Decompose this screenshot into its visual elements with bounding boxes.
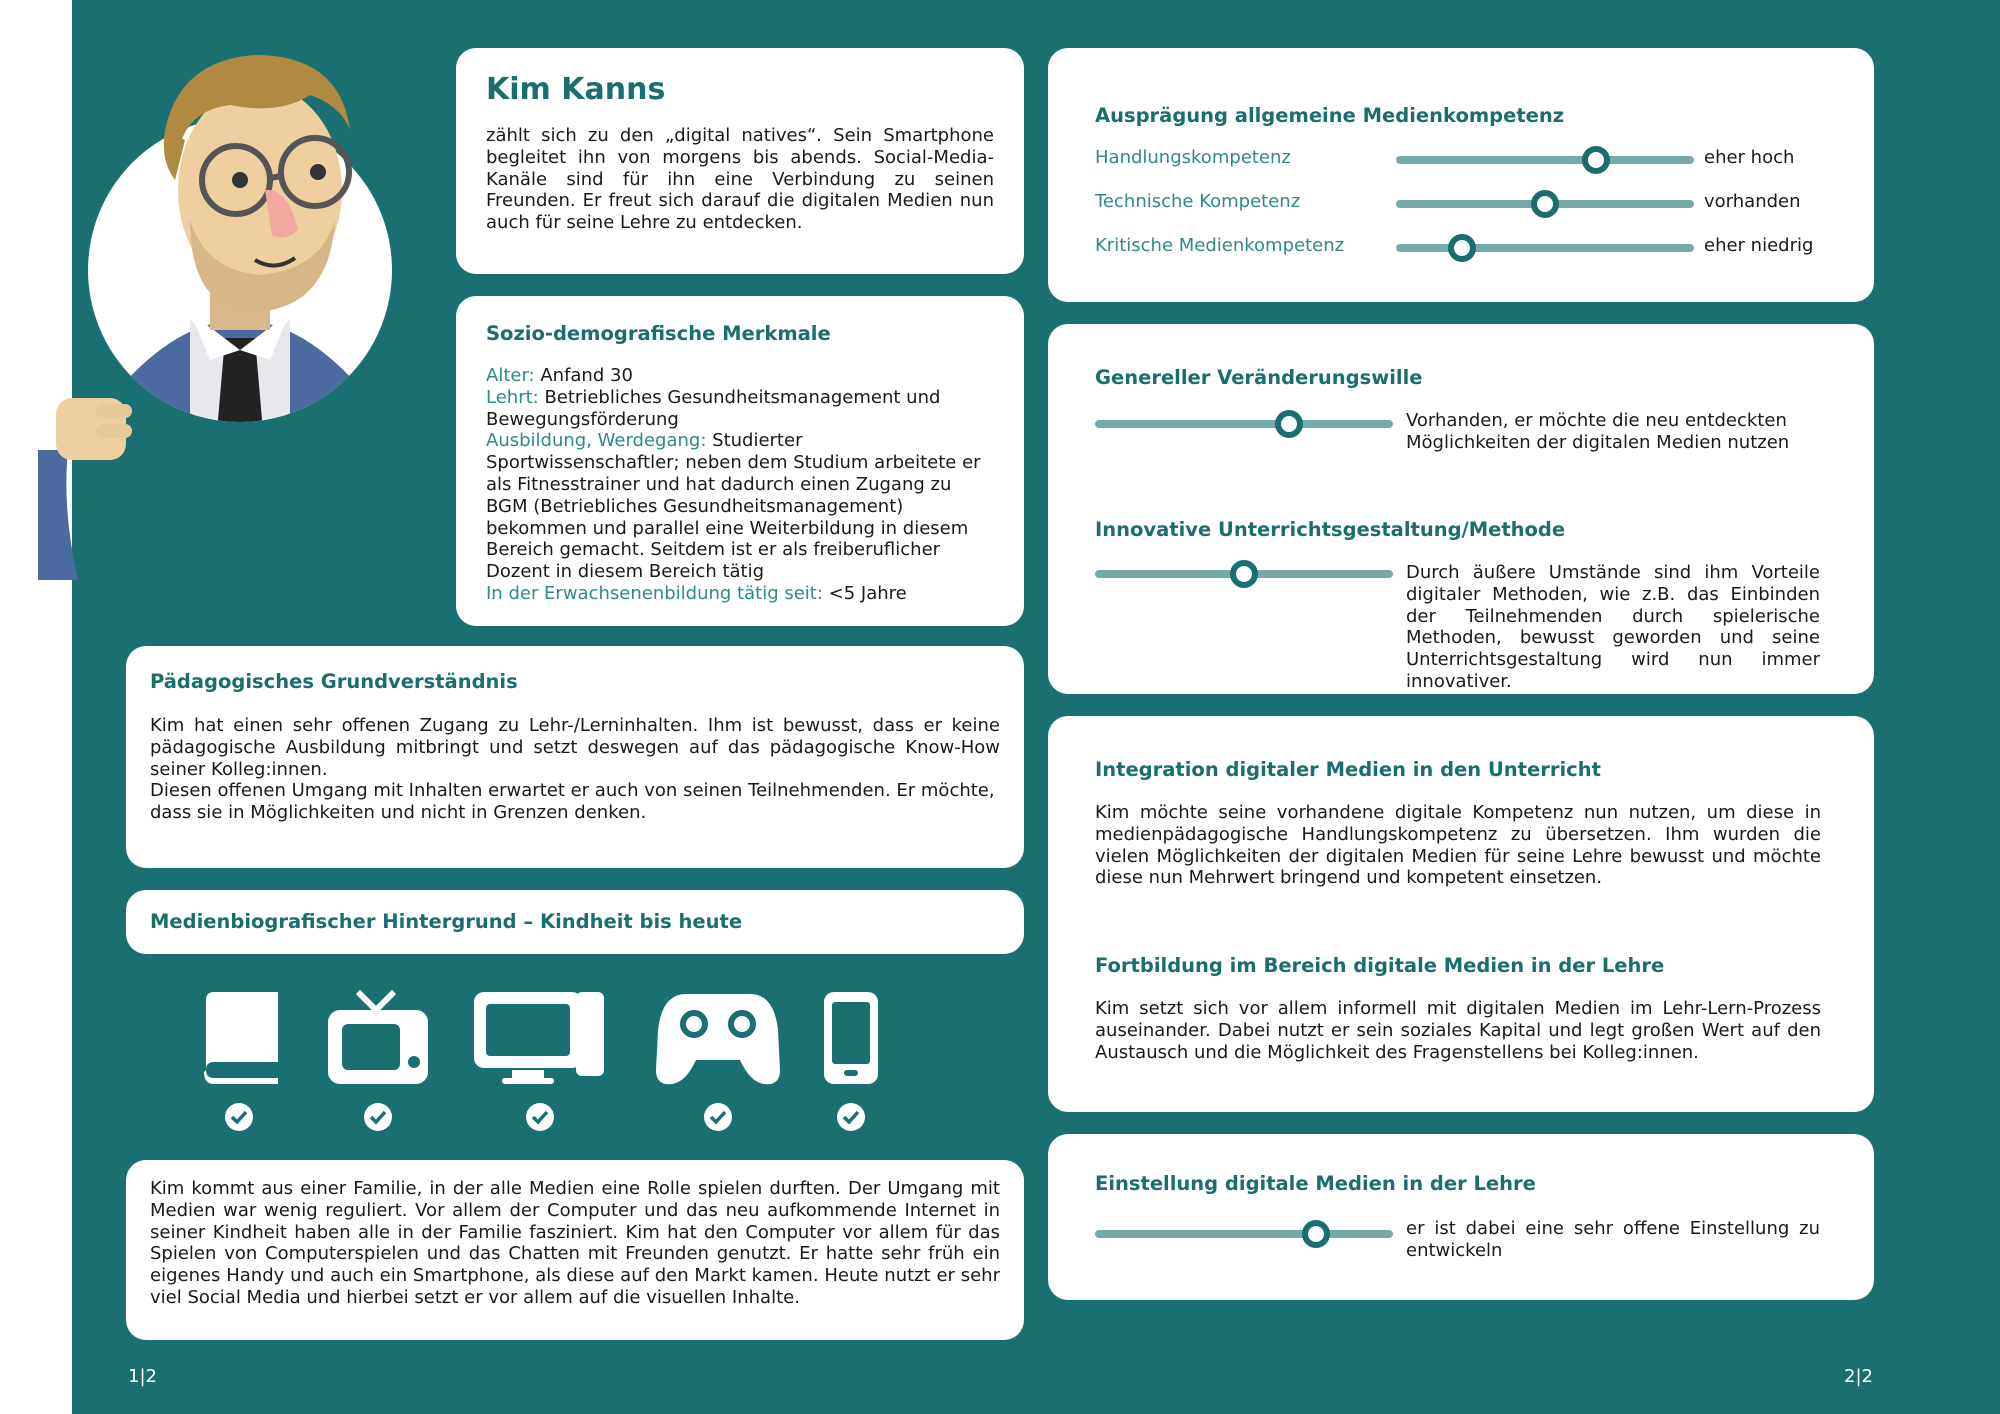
persona-intro-card <box>456 48 1024 274</box>
check-icon <box>363 1102 393 1132</box>
competence-value-3: eher niedrig <box>1704 235 1814 256</box>
smartphone-icon <box>822 990 880 1086</box>
hand-illustration <box>38 390 158 590</box>
innovative-title: Innovative Unterrichtsgestaltung/Methode <box>1095 518 1566 541</box>
competence-slider-thumb-3 <box>1448 234 1476 262</box>
change-slider <box>1095 420 1393 428</box>
page-number-left: 1|2 <box>128 1366 157 1387</box>
competence-value-1: eher hoch <box>1704 147 1795 168</box>
competence-slider-thumb-2 <box>1531 190 1559 218</box>
persona-page <box>72 0 2000 1414</box>
integration-card <box>1048 716 1874 1112</box>
attitude-title: Einstellung digitale Medien in der Lehre <box>1095 1172 1536 1195</box>
socio-details <box>486 365 994 605</box>
age-value: Anfand 30 <box>540 365 633 386</box>
change-text: Vorhanden, er möchte die neu entdeckten Möglichkeiten der digitalen Medien nutzen <box>1406 410 1790 453</box>
competence-title: Ausprägung allgemeine Medienkompetenz <box>1095 104 1565 127</box>
media-bio-title: Medienbiografischer Hintergrund – Kindheit bis heute <box>150 910 743 933</box>
innovative-text: Durch äußere Umstände sind ihm Vorteile digitaler Methoden, wie z.B. das Einbinden der Teilnehmenden durch spielerische Methoden, bewusst geworden und seine Unterrichtsgestaltung wird nun immer innovativer. <box>1406 562 1820 692</box>
pedagogy-text-1: Kim hat einen sehr offenen Zugang zu Lehr-/Lerninhalten. Ihm ist bewusst, dass er keine pädagogische Ausbildung mitbringt und setzt deswegen auf das pädagogische Know-How seiner Kolleg:innen. <box>150 715 1000 780</box>
competence-label-3: Kritische Medienkompetenz <box>1095 235 1345 256</box>
persona-intro: zählt sich zu den „digital natives“. Sein Smartphone begleitet ihn von morgens bis abends. Social-Media-Kanäle sind für ihn eine Verbindung zu seinen Freunden. Er freut sich darauf die digitalen Medien nun auch für seine Lehre zu entdecken. <box>486 125 994 234</box>
check-icon <box>224 1102 254 1132</box>
education-value: Studierter Sportwissenschaftler; neben dem Studium arbeitete er als Fitnesstrainer und hat dadurch einen Zugang zu BGM (Betriebliches Gesundheitsmanagement) bekommen und parallel eine Weiterbildung in diesem Bereich gemacht. Seitdem ist er als freiberuflicher Dozent in diesem Bereich tätig <box>486 430 981 583</box>
gamepad-icon <box>656 990 780 1086</box>
integration-title: Integration digitaler Medien in den Unterricht <box>1095 758 1601 781</box>
training-title: Fortbildung im Bereich digitale Medien in der Lehre <box>1095 954 1665 977</box>
tv-icon <box>326 988 430 1086</box>
competence-slider-3 <box>1396 244 1694 252</box>
media-bio-title-card <box>126 890 1024 954</box>
competence-card <box>1048 48 1874 302</box>
page-number-right: 2|2 <box>1844 1366 1873 1387</box>
change-slider-thumb <box>1275 410 1303 438</box>
since-label: In der Erwachsenenbildung tätig seit: <box>486 582 823 604</box>
competence-slider-1 <box>1396 156 1694 164</box>
competence-value-2: vorhanden <box>1704 191 1801 212</box>
computer-icon <box>472 990 606 1086</box>
socio-demographic-card <box>456 296 1024 626</box>
book-icon <box>200 990 284 1086</box>
check-icon <box>703 1102 733 1132</box>
age-label: Alter: <box>486 365 535 386</box>
change-title: Genereller Veränderungswille <box>1095 366 1423 389</box>
attitude-slider-thumb <box>1302 1220 1330 1248</box>
innovative-slider <box>1095 570 1393 578</box>
since-value: <5 Jahre <box>828 582 907 604</box>
pedagogy-title: Pädagogisches Grundverständnis <box>150 670 518 693</box>
attitude-slider <box>1095 1230 1393 1238</box>
pedagogy-card <box>126 646 1024 868</box>
competence-slider-thumb-1 <box>1582 146 1610 174</box>
attitude-text: er ist dabei eine sehr offene Einstellung zu entwickeln <box>1406 1218 1820 1261</box>
change-card <box>1048 324 1874 694</box>
media-bio-text: Kim kommt aus einer Familie, in der alle Medien eine Rolle spielen durften. Der Umgang mit Medien war wenig reguliert. Vor allem der Computer und das neu aufkommende Internet in seiner Kindheit haben alle in der Familie fasziniert. Kim hat den Computer vor allem für das Spielen von Computerspielen und das Chatten mit Freunden genutzt. Er hatte sehr früh ein eigenes Handy und auch ein Smartphone, als diese auf den Markt kamen. Heute nutzt er sehr viel Social Media und hierbei setzt er vor allem auf die visuellen Inhalte. <box>150 1178 1000 1308</box>
competence-slider-2 <box>1396 200 1694 208</box>
competence-label-1: Handlungskompetenz <box>1095 147 1291 168</box>
check-icon <box>836 1102 866 1132</box>
competence-label-2: Technische Kompetenz <box>1095 191 1301 212</box>
check-icon <box>525 1102 555 1132</box>
attitude-card <box>1048 1134 1874 1300</box>
teaches-label: Lehrt: <box>486 386 539 408</box>
socio-title: Sozio-demografische Merkmale <box>486 322 831 345</box>
persona-name: Kim Kanns <box>486 72 666 107</box>
integration-text: Kim möchte seine vorhandene digitale Kompetenz nun nutzen, um diese in medienpädagogische Handlungskompetenz zu übersetzen. Ihm wurden die vielen Möglichkeiten der digitalen Medien für seine Lehre bewusst und möchte diese nun Mehrwert bringend und kompetent einsetzen. <box>1095 802 1821 889</box>
innovative-slider-thumb <box>1230 560 1258 588</box>
education-label: Ausbildung, Werdegang: <box>486 430 707 452</box>
media-bio-text-card <box>126 1160 1024 1340</box>
teaches-value: Betriebliches Gesundheitsmanagement und Bewegungsförderung <box>486 386 941 430</box>
pedagogy-text-2: Diesen offenen Umgang mit Inhalten erwartet er auch von seinen Teilnehmenden. Er möchte, dass sie in Möglichkeiten und nicht in Grenzen denken. <box>150 780 995 824</box>
training-text: Kim setzt sich vor allem informell mit digitalen Medien im Lehr-Lern-Prozess auseinander. Dabei nutzt er sein soziales Kapital und legt großen Wert auf den Austausch und die Möglichkeit des Fragenstellens bei Kolleg:innen. <box>1095 998 1821 1063</box>
